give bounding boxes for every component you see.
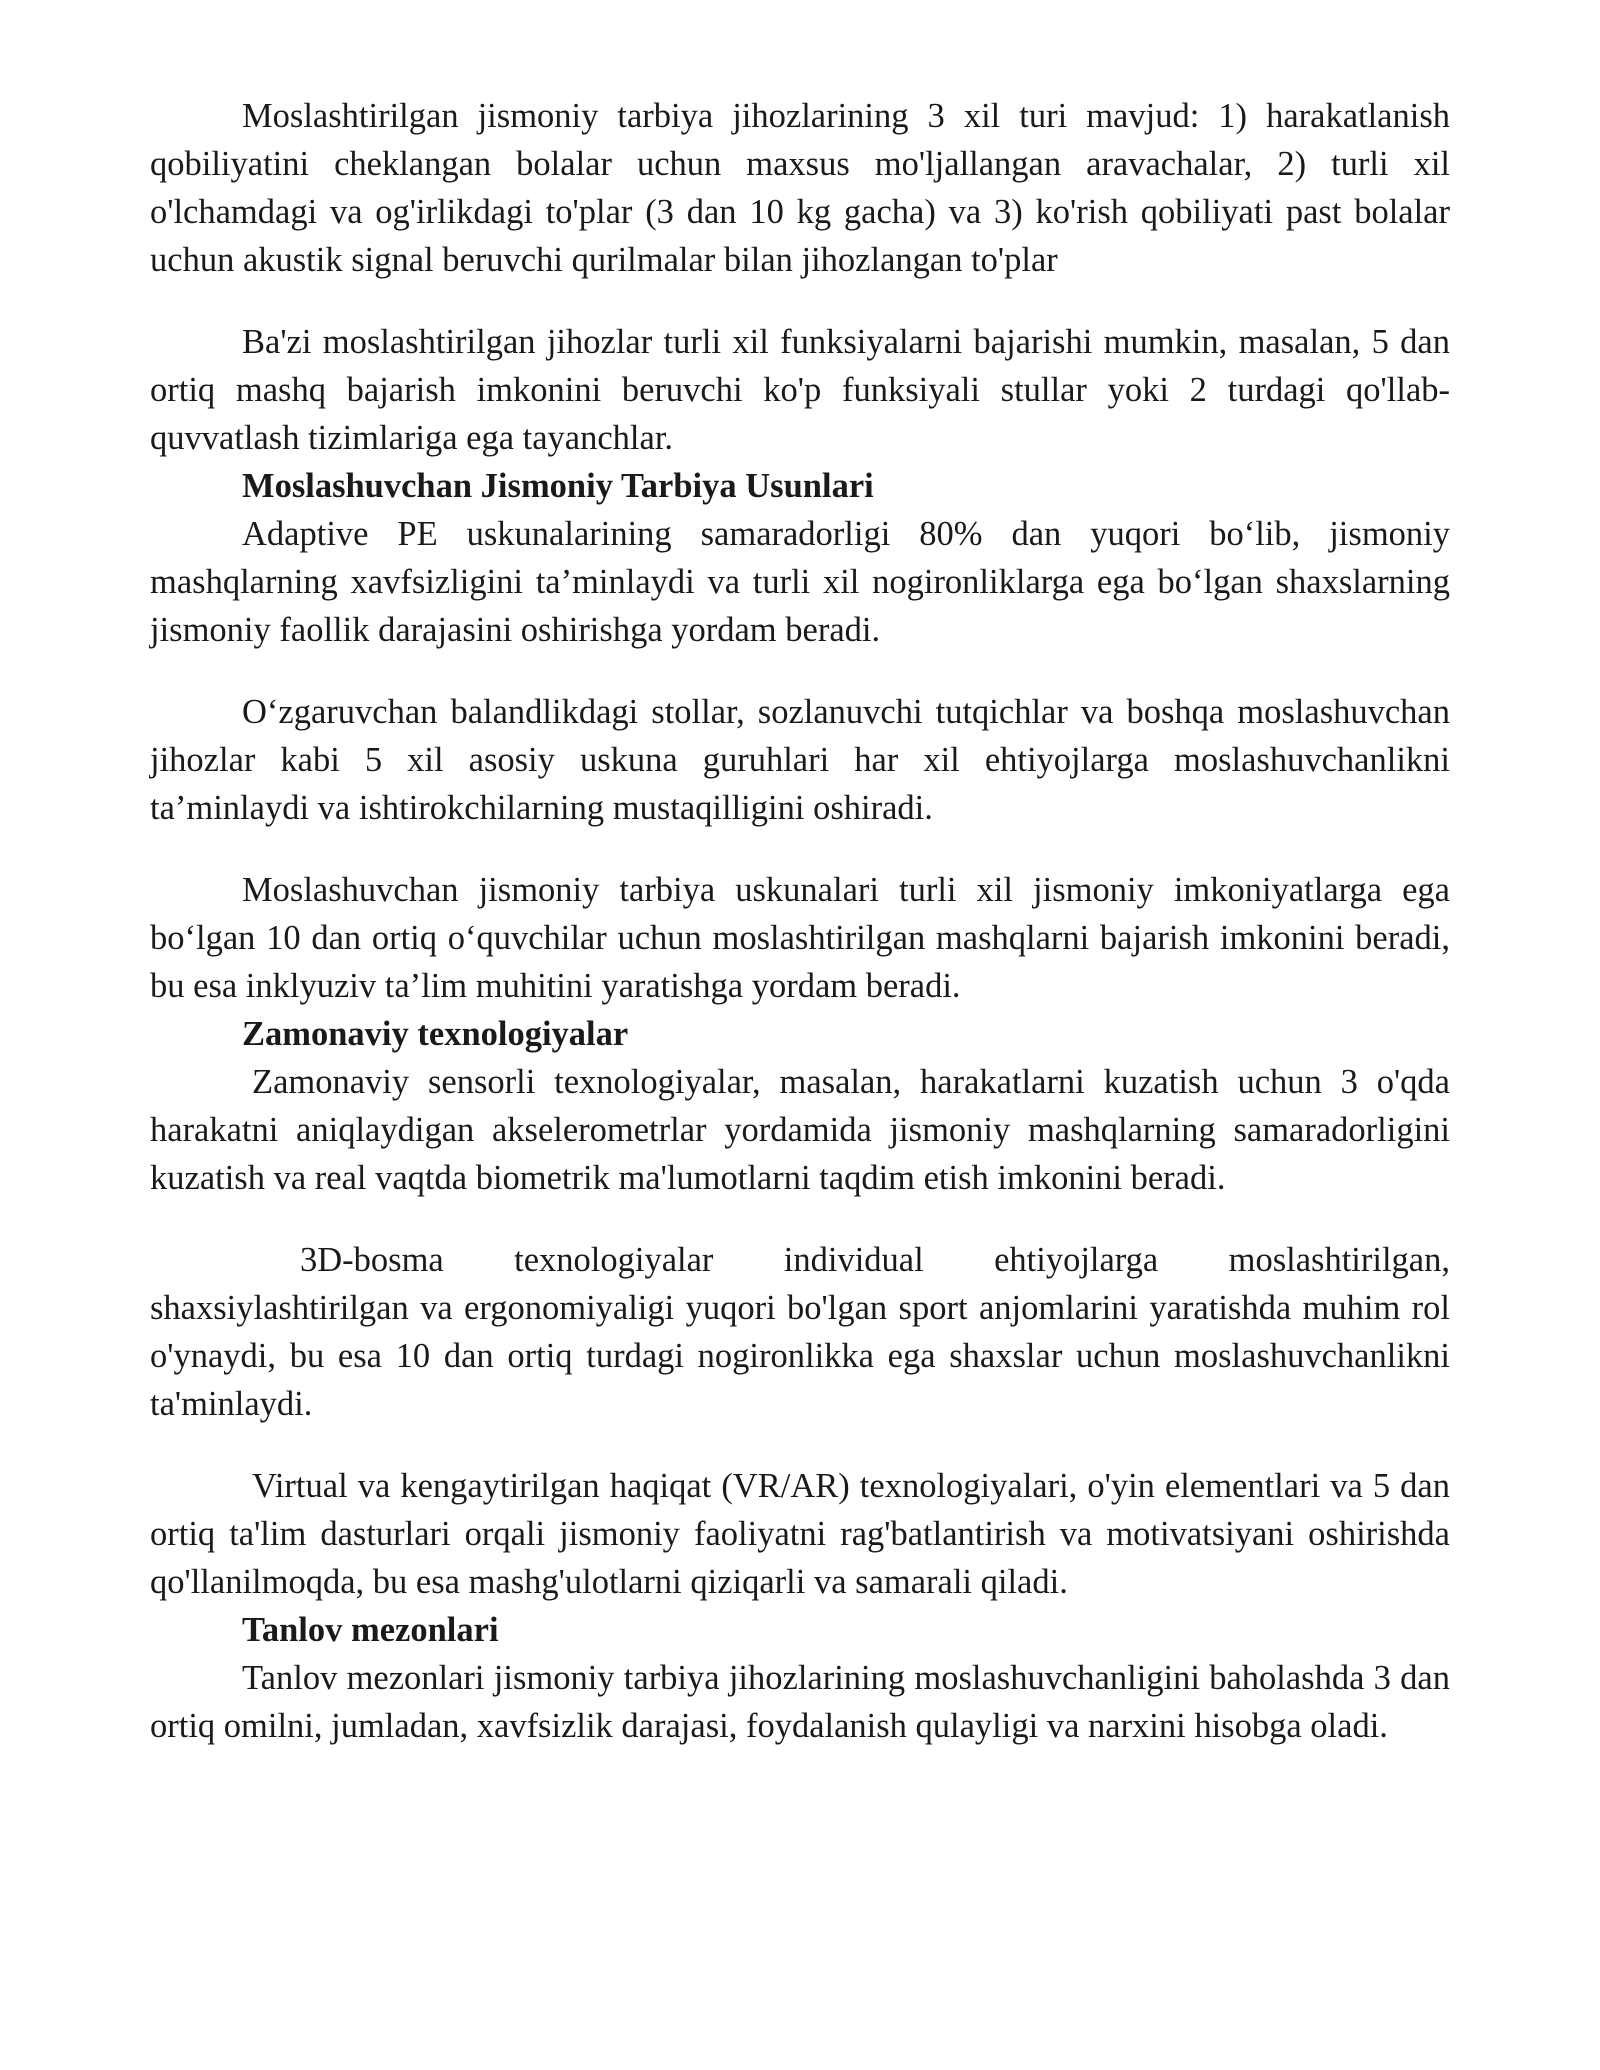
heading-modern-technologies: Zamonaviy texnologiyalar — [242, 1015, 629, 1053]
heading-adaptive-methods: Moslashuvchan Jismoniy Tarbiya Usunlari — [242, 467, 874, 505]
heading-selection-criteria: Tanlov mezonlari — [242, 1611, 499, 1649]
paragraph-multifunction-equipment: Ba'zi moslashtirilgan jihozlar turli xil funksiyalarni bajarishi mumkin, masalan, 5 dan ortiq mashq bajarish imkonini beruvchi ko'p funksiyali stullar yoki 2 turdagi qo'llab-quvvatlash tizimlariga ega tayanchlar. — [150, 323, 1450, 457]
document-page — [150, 92, 1450, 1750]
paragraph-equipment-groups: O‘zgaruvchan balandlikdagi stollar, sozlanuvchi tutqichlar va boshqa moslashuvchan jihozlar kabi 5 xil asosiy uskuna guruhlari har xil ehtiyojlarga moslashuvchanlikni ta’minlaydi va ishtirokchilarning mustaqilligini oshiradi. — [150, 693, 1450, 827]
paragraph-selection-criteria: Tanlov mezonlari jismoniy tarbiya jihozlarining moslashuvchanligini baholashda 3 dan ortiq omilni, jumladan, xavfsizlik darajasi, foydalanish qulayligi va narxini hisobga oladi. — [150, 1659, 1450, 1745]
paragraph-inclusive-learning: Moslashuvchan jismoniy tarbiya uskunalari turli xil jismoniy imkoniyatlarga ega bo‘lgan 10 dan ortiq o‘quvchilar uchun moslashtirilgan mashqlarni bajarish imkonini beradi, bu esa inklyuziv ta’lim muhitini yaratishga yordam beradi. — [150, 871, 1450, 1005]
paragraph-adaptive-pe-effectiveness: Adaptive PE uskunalarining samaradorligi 80% dan yuqori bo‘lib, jismoniy mashqlarning xavfsizligini ta’minlaydi va turli xil nogironliklarga ega bo‘lgan shaxslarning jismoniy faollik darajasini oshirishga yordam beradi. — [150, 515, 1450, 649]
paragraph-equipment-types: Moslashtirilgan jismoniy tarbiya jihozlarining 3 xil turi mavjud: 1) harakatlanish qobiliyatini cheklangan bolalar uchun maxsus mo'ljallangan aravachalar, 2) turli xil o'lchamdagi va og'irlikdagi to'plar (3 dan 10 kg gacha) va 3) ko'rish qobiliyati past bolalar uchun akustik signal beruvchi qurilmalar bilan jihozlangan to'plar — [150, 97, 1450, 279]
paragraph-3d-printing: 3D-bosma texnologiyalar individual ehtiyojlarga moslashtirilgan, shaxsiylashtirilgan va ergonomiyaligi yuqori bo'lgan sport anjomlarini yaratishda muhim rol o'ynaydi, bu esa 10 dan ortiq turdagi nogironlikka ega shaxslar uchun moslashuvchanlikni ta'minlaydi. — [150, 1241, 1450, 1423]
paragraph-sensor-technologies: Zamonaviy sensorli texnologiyalar, masalan, harakatlarni kuzatish uchun 3 o'qda harakatni aniqlaydigan akselerometrlar yordamida jismoniy mashqlarning samaradorligini kuzatish va real vaqtda biometrik ma'lumotlarni taqdim etish imkonini beradi. — [150, 1063, 1450, 1197]
paragraph-vr-ar: Virtual va kengaytirilgan haqiqat (VR/AR) texnologiyalari, o'yin elementlari va 5 dan ortiq ta'lim dasturlari orqali jismoniy faoliyatni rag'batlantirish va motivatsiyani oshirishda qo'llanilmoqda, bu esa mashg'ulotlarni qiziqarli va samarali qiladi. — [150, 1467, 1450, 1601]
